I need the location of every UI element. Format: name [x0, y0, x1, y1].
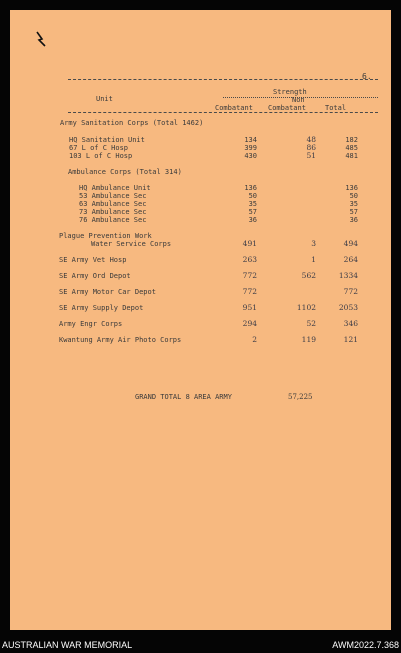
grand-total-value: 57,225: [288, 393, 313, 401]
header-combatant: Combatant: [215, 104, 253, 112]
table-row: Ambulance Corps (Total 314): [68, 168, 182, 176]
document-page: [10, 10, 391, 630]
footer-accession-number: AWM2022.7.368: [332, 640, 399, 650]
header-non-combatant: Combatant: [268, 104, 306, 112]
table-row: SE Army Supply Depot 951 1102 2053: [59, 303, 358, 312]
table-row: Water Service Corps 491 3 494: [91, 239, 358, 248]
table-row: HQ Sanitation Unit 134 48 182: [69, 135, 358, 144]
header-unit: Unit: [96, 95, 113, 103]
table-row: Army Sanitation Corps (Total 1462): [60, 119, 204, 127]
table-row: SE Army Motor Car Depot 772 772: [59, 287, 358, 296]
footer-credit: AUSTRALIAN WAR MEMORIAL: [2, 640, 133, 650]
table-row: 103 L of C Hosp 430 51 481: [69, 151, 358, 160]
table-row: 63 Ambulance Sec 35 35: [79, 200, 358, 208]
table-row: SE Army Ord Depot 772 562 1334: [59, 271, 358, 280]
table-row: SE Army Vet Hosp 263 1 264: [59, 255, 358, 264]
table-row: Plague Prevention Work: [59, 232, 152, 240]
table-row: 73 Ambulance Sec 57 57: [79, 208, 358, 216]
header-total: Total: [325, 104, 347, 112]
page-number: 6.: [362, 72, 372, 81]
table-row: Kwantung Army Air Photo Corps 2 119 121: [59, 335, 358, 344]
ink-mark-icon: [34, 30, 48, 48]
table-row: 67 L of C Hosp 399 86 485: [69, 143, 358, 152]
header-strength: Strength: [273, 88, 307, 96]
top-rule: [68, 79, 378, 80]
table-row: 76 Ambulance Sec 36 36: [79, 216, 358, 224]
table-row: Army Engr Corps 294 52 346: [59, 319, 358, 328]
table-row: HQ Ambulance Unit 136 136: [79, 184, 358, 192]
table-row: 53 Ambulance Sec 50 50: [79, 192, 358, 200]
header-non: Non: [292, 96, 305, 104]
grand-total-label: GRAND TOTAL 8 AREA ARMY: [135, 393, 232, 401]
header-rule: [68, 112, 378, 113]
